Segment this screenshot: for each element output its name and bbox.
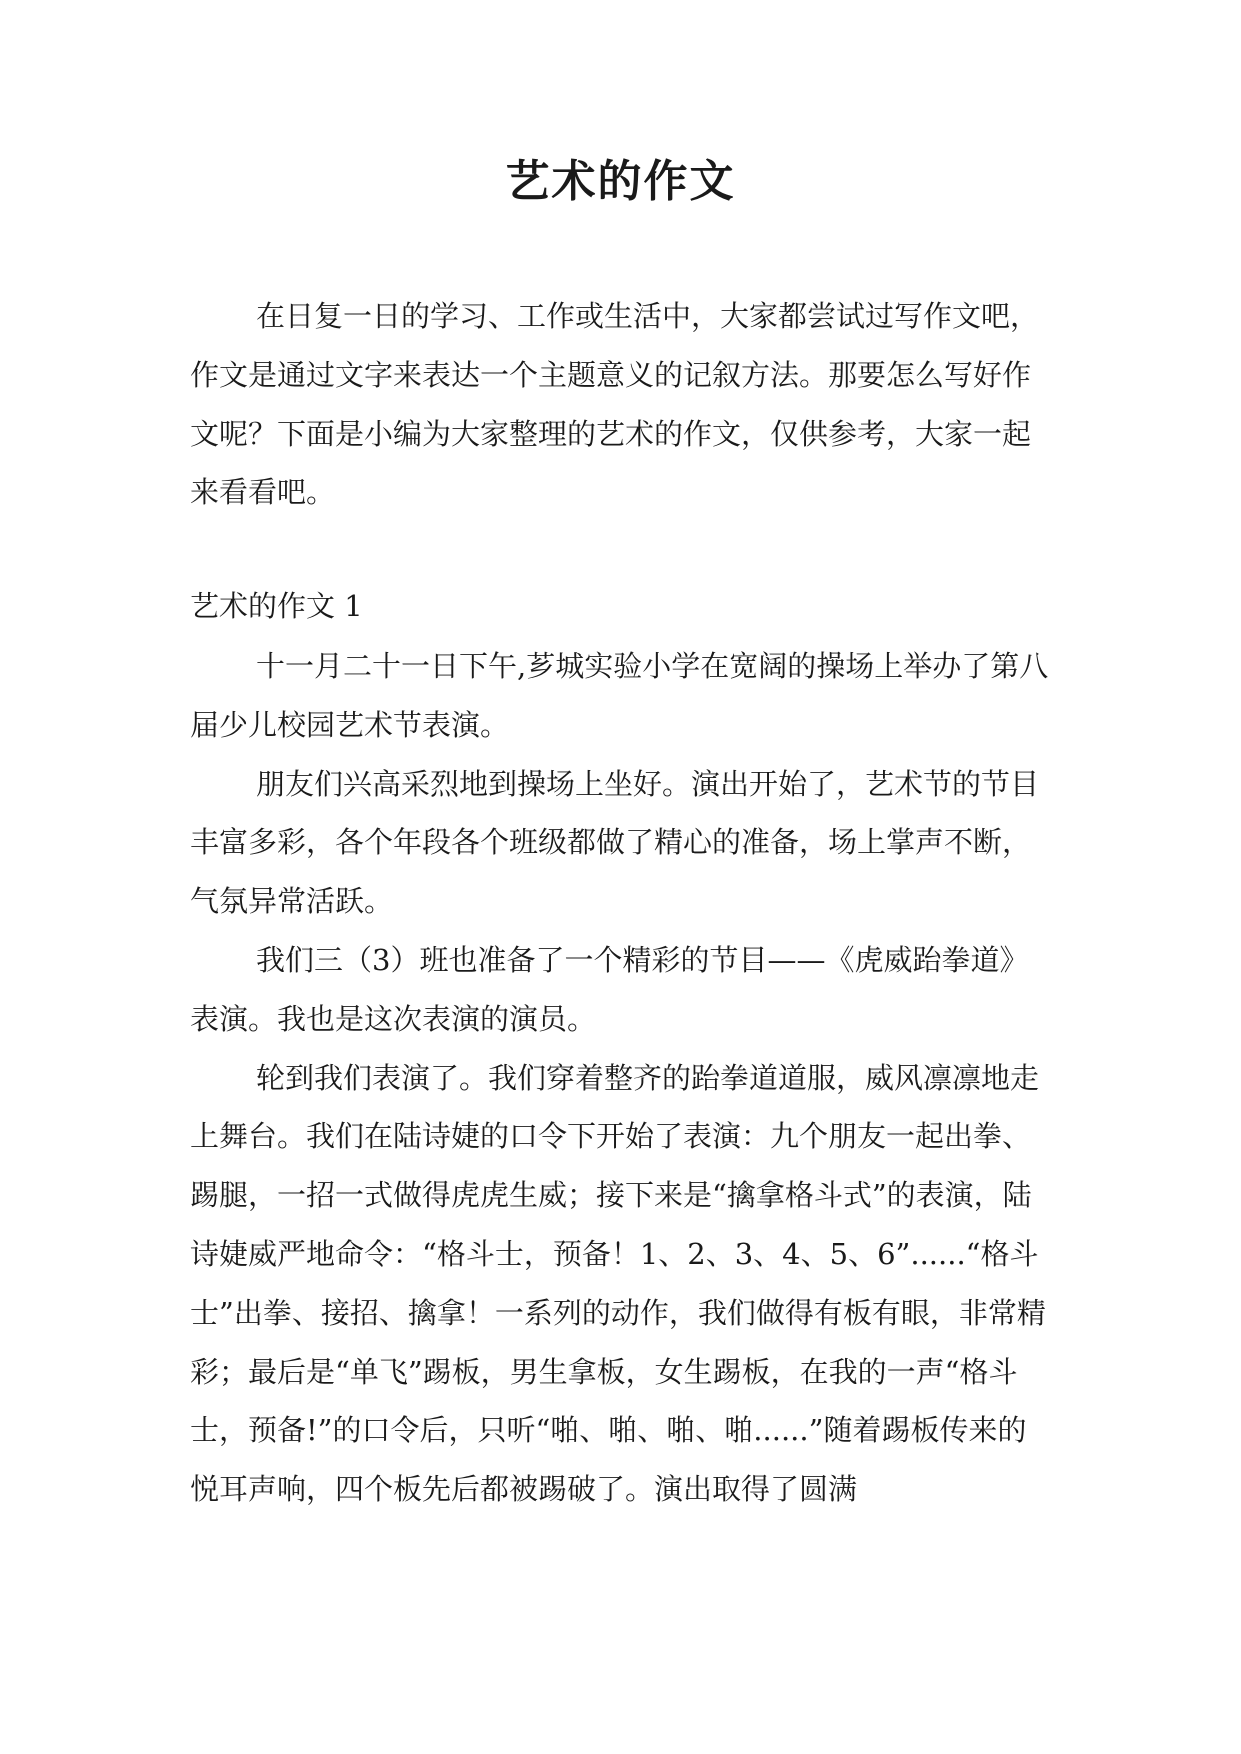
essay-paragraph: 十一月二十一日下午,芗城实验小学在宽阔的操场上举办了第八届少儿校园艺术节表演。 (190, 649, 1049, 742)
section-heading: 艺术的作文 1 (190, 589, 363, 623)
essay-paragraph: 我们三（3）班也准备了一个精彩的节目——《虎威跆拳道》表演。我也是这次表演的演员。 (190, 942, 1029, 1036)
intro-paragraph: 在日复一日的学习、工作或生活中，大家都尝试过写作文吧，作文是通过文字来表达一个主题意义的记叙方法。那要怎么写好作文呢？下面是小编为大家整理的艺术的作文，仅供参考，大家一起来看看吧。 (190, 299, 1040, 510)
essay-body (190, 637, 1050, 1519)
essay-paragraph: 轮到我们表演了。我们穿着整齐的跆拳道道服，威风凛凛地走上舞台。我们在陆诗婕的口令下开始了表演：九个朋友一起出拳、踢腿，一招一式做得虎虎生威；接下来是“擒拿格斗式”的表演，陆诗婕威严地命令：“格斗士，预备！1、2、3、4、5、6”......“格斗士”出拳、接招、擒拿！一系列的动作，我们做得有板有眼，非常精彩；最后是“单飞”踢板，男生拿板，女生踢板，在我的一声“格斗士，预备!”的口令后，只听“啪、啪、啪、啪......”随着踢板传来的悦耳声响，四个板先后都被踢破了。演出取得了圆满 (190, 1060, 1046, 1507)
essay-paragraph: 朋友们兴高采烈地到操场上坐好。演出开始了，艺术节的节目丰富多彩，各个年段各个班级都做了精心的准备，场上掌声不断，气氛异常活跃。 (190, 766, 1040, 919)
document-title: 艺术的作文 (505, 156, 736, 207)
